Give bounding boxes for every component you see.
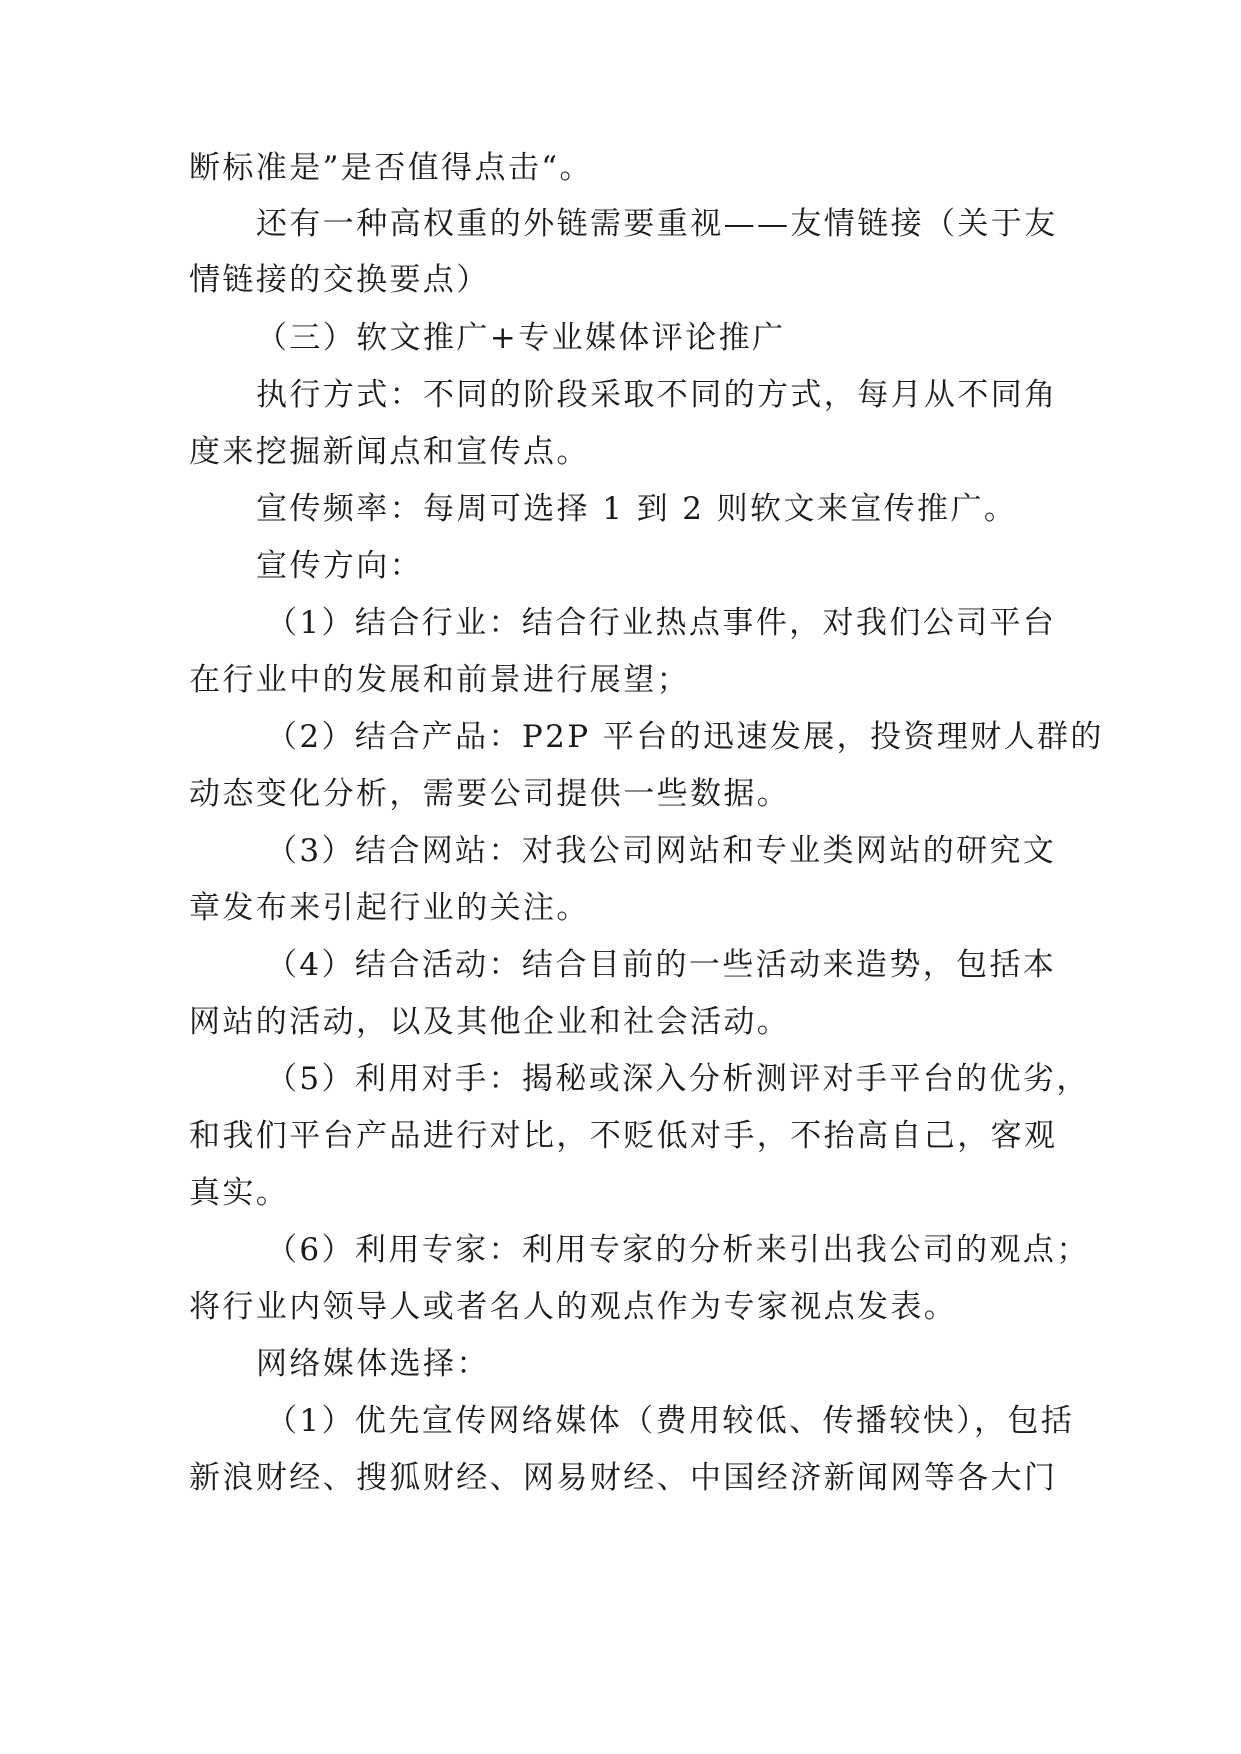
list-item: （2）结合产品：P2P 平台的迅速发展，投资理财人群的 bbox=[266, 719, 1104, 755]
paragraph-line: 在行业中的发展和前景进行展望； bbox=[189, 662, 690, 698]
paragraph-line: 网络媒体选择： bbox=[256, 1346, 490, 1382]
paragraph-line: 度来挖掘新闻点和宣传点。 bbox=[189, 434, 590, 470]
paragraph-line: 宣传方向： bbox=[256, 548, 423, 584]
paragraph-line: 和我们平台产品进行对比，不贬低对手，不抬高自己，客观 bbox=[189, 1118, 1058, 1154]
paragraph-line: 新浪财经、搜狐财经、网易财经、中国经济新闻网等各大门 bbox=[189, 1460, 1058, 1496]
list-item: （5）利用对手：揭秘或深入分析测评对手平台的优劣， bbox=[266, 1061, 1090, 1097]
paragraph-line: 章发布来引起行业的关注。 bbox=[189, 890, 590, 926]
paragraph-line: 还有一种高权重的外链需要重视——友情链接（关于友 bbox=[256, 206, 1058, 242]
paragraph-line: 情链接的交换要点） bbox=[189, 262, 490, 298]
list-item: （1）优先宣传网络媒体（费用较低、传播较快），包括 bbox=[266, 1403, 1075, 1439]
section-heading: （三）软文推广+专业媒体评论推广 bbox=[256, 320, 786, 356]
paragraph-line: 执行方式：不同的阶段采取不同的方式，每月从不同角 bbox=[256, 377, 1058, 413]
paragraph-line: 网站的活动，以及其他企业和社会活动。 bbox=[189, 1004, 791, 1040]
list-item: （1）结合行业：结合行业热点事件，对我们公司平台 bbox=[266, 605, 1057, 641]
list-item: （4）结合活动：结合目前的一些活动来造势，包括本 bbox=[266, 947, 1057, 983]
paragraph-line: 动态变化分析，需要公司提供一些数据。 bbox=[189, 776, 791, 812]
paragraph-line: 将行业内领导人或者名人的观点作为专家视点发表。 bbox=[189, 1289, 958, 1325]
paragraph-line: 宣传频率：每周可选择 1 到 2 则软文来宣传推广。 bbox=[256, 491, 1018, 527]
paragraph-line: 断标准是”是否值得点击“。 bbox=[189, 150, 593, 186]
list-item: （6）利用专家：利用专家的分析来引出我公司的观点； bbox=[266, 1232, 1090, 1268]
paragraph-line: 真实。 bbox=[189, 1175, 290, 1211]
list-item: （3）结合网站：对我公司网站和专业类网站的研究文 bbox=[266, 833, 1057, 869]
